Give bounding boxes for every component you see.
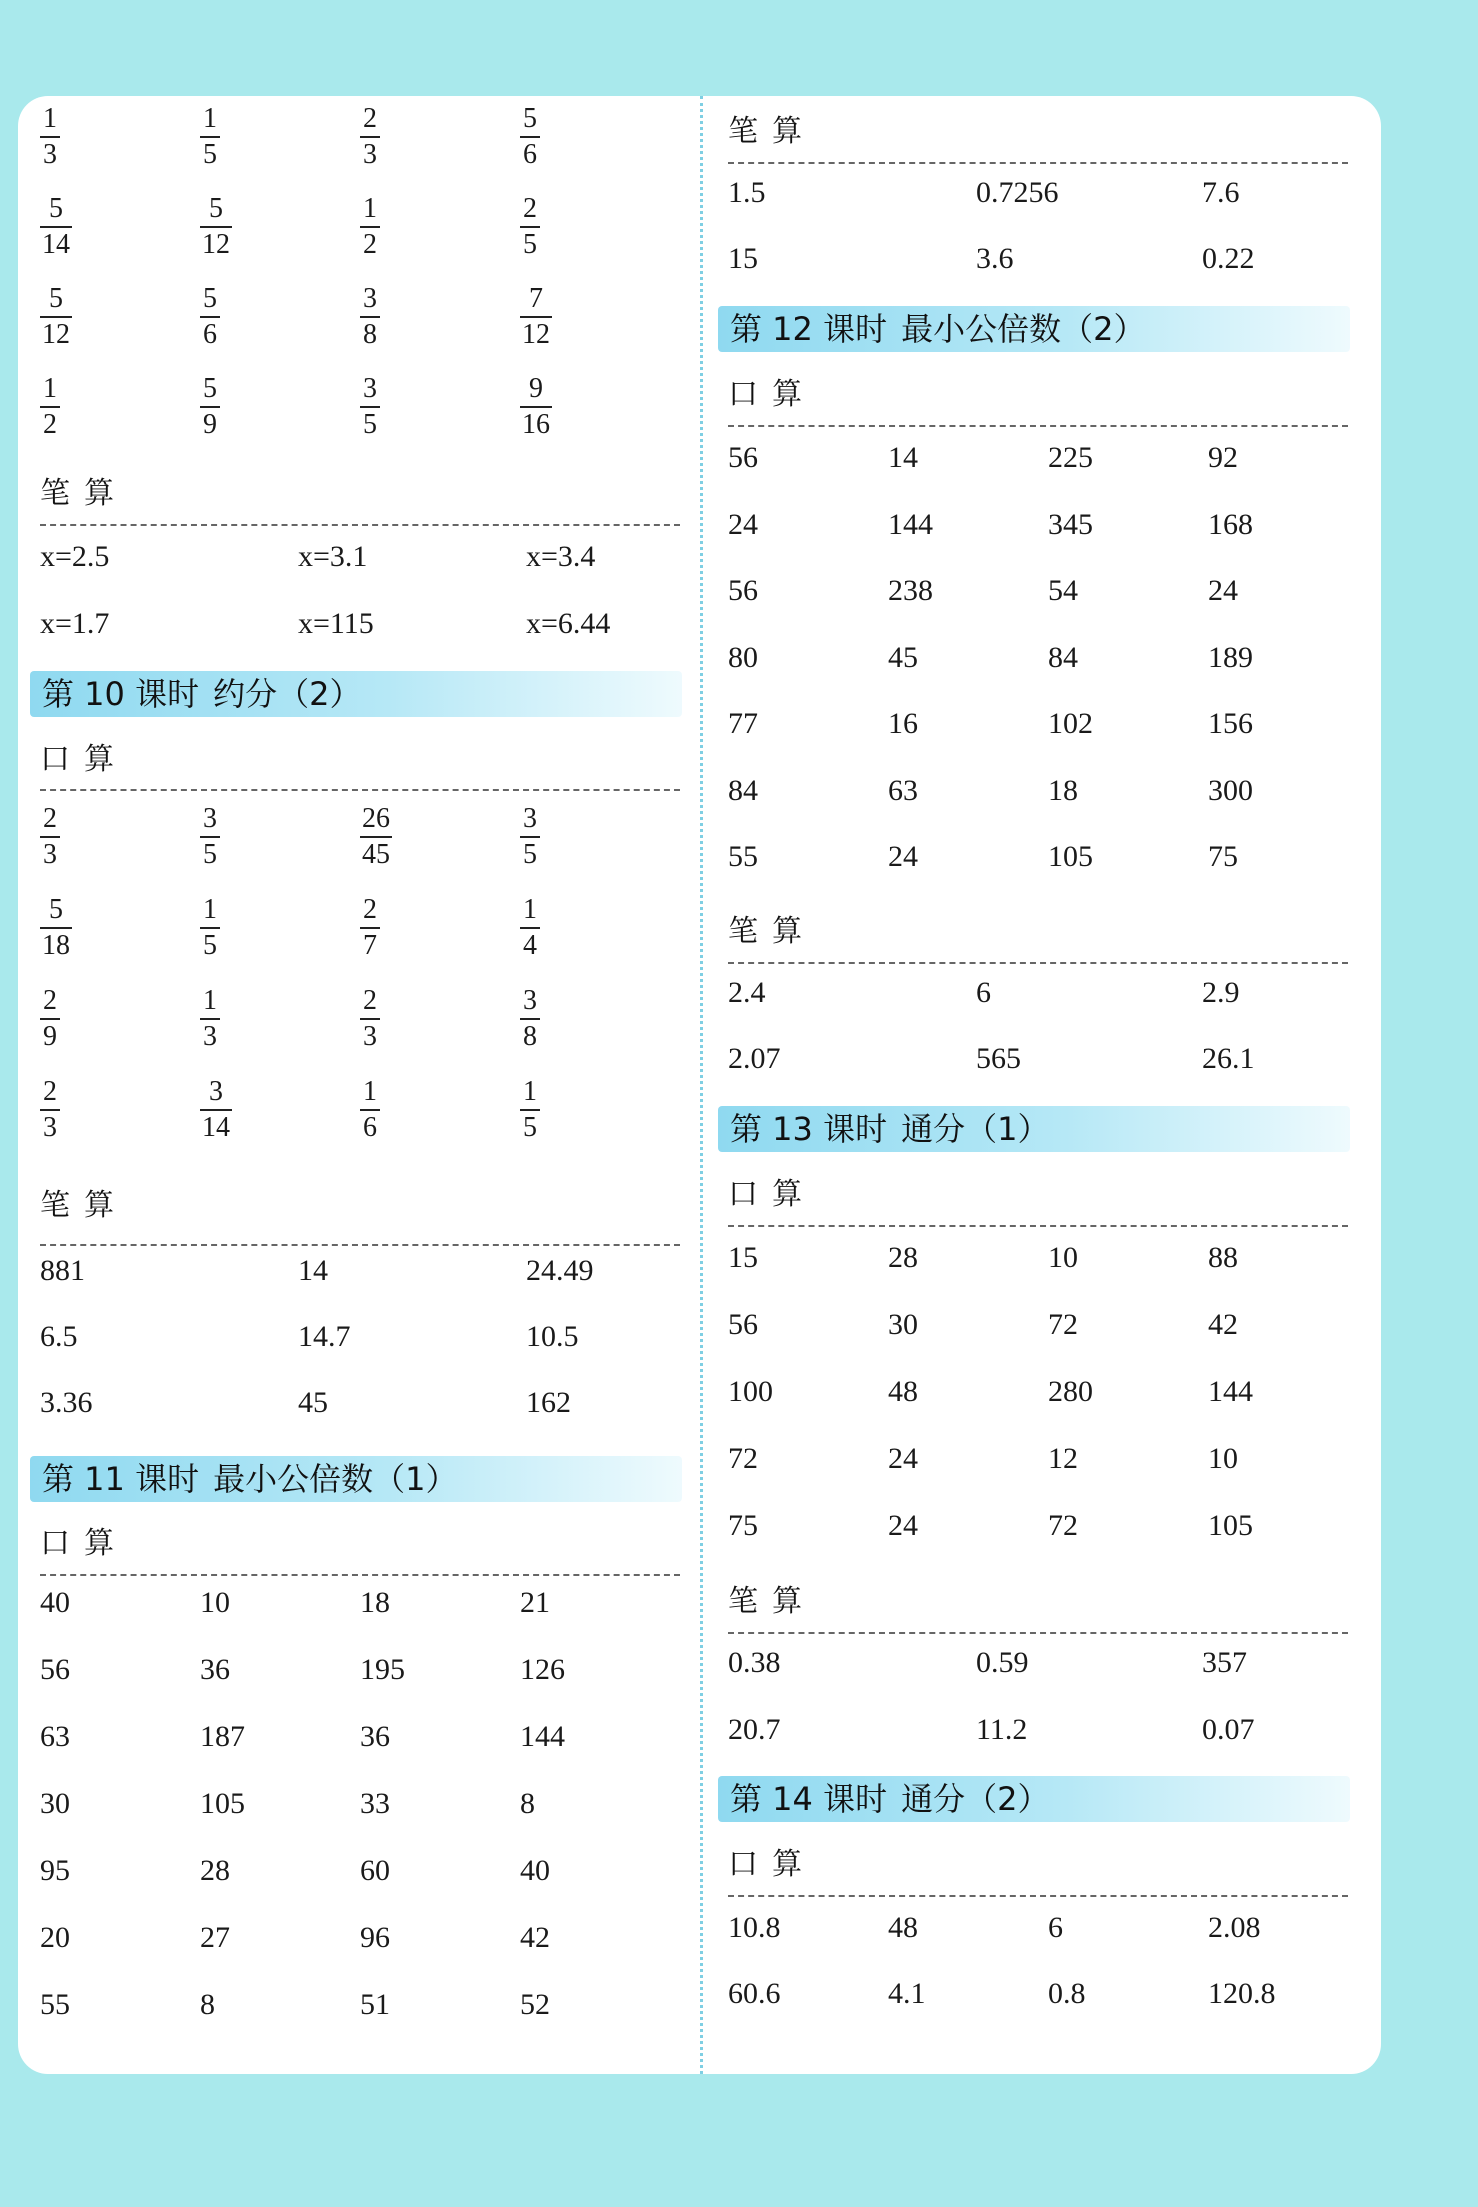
denominator: 3 [43,839,57,870]
answer-cell: 40 [520,1854,550,1887]
fraction-bar [40,836,60,838]
answer-cell: 10 [1208,1442,1238,1475]
answer-page [18,96,1381,2074]
denominator: 6 [363,1112,377,1143]
denominator: 3 [43,139,57,170]
answer-cell: x=6.44 [526,607,611,640]
answer-cell: 55 [728,840,758,873]
answer-cell: 40 [40,1586,70,1619]
answer-cell: 45 [888,640,918,674]
dashed-rule [40,1574,680,1576]
answer-cell: 1.5 [728,176,766,209]
answer-cell: 36 [200,1653,230,1686]
answer-cell: 72 [1048,1308,1078,1341]
answer-cell: 54 [1048,574,1078,607]
denominator: 7 [363,930,377,961]
denominator: 12 [42,319,70,350]
fraction [360,986,380,1052]
numerator: 3 [209,1076,223,1107]
fraction-bar [40,136,60,138]
fraction [200,895,220,961]
fraction [520,895,540,961]
numerator: 1 [203,985,217,1016]
fraction [40,104,60,170]
denominator: 4 [523,930,537,961]
answer-cell: 33 [360,1787,390,1820]
answer-cell: 28 [888,1241,918,1274]
answer-cell: 3.36 [40,1386,93,1419]
answer-cell: 2.9 [1202,976,1240,1009]
answer-cell: 105 [1048,840,1093,873]
denominator: 18 [42,930,70,961]
answer-cell: 102 [1048,707,1093,740]
answer-cell: 4.1 [888,1977,926,2010]
answer-cell: 42 [520,1921,550,1954]
fraction-bar [40,1018,60,1020]
answer-cell: 10 [1048,1241,1078,1274]
fraction [520,374,552,440]
answer-cell: 195 [360,1653,405,1686]
lesson-number: 第 12 课时 [730,310,888,348]
fraction [40,194,72,260]
answer-cell: 51 [360,1988,390,2021]
answer-cell: 0.22 [1202,242,1255,275]
dashed-rule [728,1225,1348,1227]
fraction [360,374,380,440]
lesson-number: 第 14 课时 [730,1780,888,1818]
numerator: 2 [363,985,377,1016]
lesson-12-heading [718,306,1350,352]
answer-cell: 225 [1048,441,1093,474]
denominator: 6 [203,319,217,350]
numerator: 1 [43,103,57,134]
answer-cell: 56 [728,441,758,474]
fraction-bar [360,316,380,318]
answer-cell: 30 [40,1787,70,1820]
kousuan-label: 口算 [728,1847,816,1882]
lesson-14-heading [718,1776,1350,1822]
answer-cell: 120.8 [1208,1977,1276,2010]
answer-cell: 24 [1208,574,1238,607]
fraction-bar [360,406,380,408]
numerator: 3 [363,283,377,314]
answer-cell: 162 [526,1386,571,1419]
numerator: 2 [43,985,57,1016]
fraction [40,374,60,440]
fraction-bar [520,406,552,408]
answer-cell: 0.07 [1202,1713,1255,1746]
answer-cell: 0.7256 [976,176,1059,209]
fraction-bar [200,836,220,838]
answer-cell: 18 [360,1586,390,1619]
lesson-title: 通分（2） [901,1780,1050,1818]
answer-cell: 84 [728,773,758,807]
numerator: 9 [529,373,543,404]
answer-cell: 60 [360,1854,390,1887]
answer-cell: 8 [520,1787,535,1820]
bisuan-label: 笔算 [40,476,128,511]
answer-cell: 24 [888,1442,918,1475]
answer-cell: 7.6 [1202,176,1240,209]
numerator: 3 [523,985,537,1016]
fraction-bar [520,316,552,318]
answer-cell: 3.6 [976,242,1014,275]
fraction-bar [520,226,540,228]
answer-cell: 77 [728,707,758,740]
answer-cell: x=115 [298,607,374,640]
answer-cell: 24 [888,840,918,873]
fraction-bar [520,1109,540,1111]
answer-cell: x=1.7 [40,607,110,640]
fraction-bar [40,927,72,929]
answer-cell: 8 [200,1988,215,2021]
denominator: 2 [43,409,57,440]
denominator: 5 [203,839,217,870]
numerator: 2 [523,193,537,224]
fraction-bar [40,1109,60,1111]
answer-cell: 0.8 [1048,1977,1086,2010]
answer-cell: 80 [728,640,758,674]
answer-cell: 10.5 [526,1320,579,1353]
numerator: 5 [203,283,217,314]
fraction [40,1077,60,1143]
answer-cell: 144 [520,1720,565,1753]
answer-cell: 56 [728,574,758,607]
answer-cell: 20.7 [728,1713,781,1746]
answer-cell: 6 [976,976,991,1009]
numerator: 26 [362,803,390,834]
answer-cell: 24.49 [526,1254,594,1287]
denominator: 5 [523,839,537,870]
fraction [520,194,540,260]
numerator: 1 [203,894,217,925]
answer-cell: 30 [888,1308,918,1341]
numerator: 3 [363,373,377,404]
answer-cell: 16 [888,707,918,740]
answer-cell: 15 [728,1241,758,1274]
lesson-title: 约分（2） [213,675,362,713]
answer-cell: 24 [728,507,758,541]
answer-cell: 28 [200,1854,230,1887]
dashed-rule [728,425,1348,427]
answer-cell: 345 [1048,507,1093,541]
answer-cell: 56 [728,1308,758,1341]
answer-cell: 300 [1208,773,1253,807]
answer-cell: x=3.1 [298,540,368,573]
denominator: 6 [523,139,537,170]
answer-cell: 2.4 [728,976,766,1009]
denominator: 5 [363,409,377,440]
answer-cell: 95 [40,1854,70,1887]
fraction-bar [360,136,380,138]
fraction-bar [40,406,60,408]
answer-cell: 48 [888,1375,918,1408]
denominator: 5 [203,139,217,170]
numerator: 1 [523,894,537,925]
fraction-bar [200,927,220,929]
bisuan-label: 笔算 [728,914,816,949]
lesson-13-heading [718,1106,1350,1152]
dashed-rule [40,789,680,791]
denominator: 3 [363,139,377,170]
fraction [40,284,72,350]
numerator: 1 [363,193,377,224]
denominator: 14 [42,229,70,260]
column-divider [700,96,703,2074]
fraction [40,986,60,1052]
answer-cell: 21 [520,1586,550,1619]
fraction-bar [200,1109,232,1111]
answer-cell: 45 [298,1386,328,1419]
answer-cell: 11.2 [976,1713,1028,1746]
numerator: 2 [363,103,377,134]
lesson-11-heading [30,1456,682,1502]
answer-cell: 144 [1208,1375,1253,1408]
numerator: 5 [49,894,63,925]
answer-cell: 565 [976,1042,1021,1075]
answer-cell: 56 [40,1653,70,1686]
denominator: 12 [522,319,550,350]
answer-cell: 126 [520,1653,565,1686]
lesson-title: 最小公倍数（2） [901,310,1146,348]
kousuan-label: 口算 [728,1177,816,1212]
answer-cell: 144 [888,507,933,541]
fraction-bar [520,836,540,838]
denominator: 12 [202,229,230,260]
denominator: 45 [362,839,390,870]
fraction [40,804,60,870]
numerator: 2 [43,803,57,834]
fraction [360,194,380,260]
answer-cell: x=2.5 [40,540,110,573]
fraction [520,284,552,350]
answer-cell: x=3.4 [526,540,596,573]
answer-cell: 26.1 [1202,1042,1255,1075]
fraction-bar [200,316,220,318]
fraction-bar [360,836,392,838]
fraction-bar [520,136,540,138]
numerator: 7 [529,283,543,314]
dashed-rule [40,524,680,526]
answer-cell: 52 [520,1988,550,2021]
denominator: 3 [363,1021,377,1052]
numerator: 2 [363,894,377,925]
fraction-bar [360,927,380,929]
answer-cell: 105 [200,1787,245,1820]
denominator: 8 [363,319,377,350]
dashed-rule [728,962,1348,964]
numerator: 3 [523,803,537,834]
fraction-bar [360,1109,380,1111]
fraction-bar [520,927,540,929]
fraction [360,284,380,350]
answer-cell: 0.59 [976,1646,1029,1679]
answer-cell: 55 [40,1988,70,2021]
numerator: 1 [363,1076,377,1107]
fraction [40,895,72,961]
kousuan-label: 口算 [40,742,128,777]
numerator: 5 [523,103,537,134]
answer-cell: 168 [1208,507,1253,541]
fraction [200,194,232,260]
denominator: 3 [203,1021,217,1052]
numerator: 3 [203,803,217,834]
fraction-bar [360,226,380,228]
answer-cell: 88 [1208,1241,1238,1274]
answer-cell: 6 [1048,1911,1063,1944]
answer-cell: 48 [888,1911,918,1944]
dashed-rule [728,162,1348,164]
kousuan-label: 口算 [40,1526,128,1561]
numerator: 5 [203,373,217,404]
numerator: 5 [209,193,223,224]
fraction [520,986,540,1052]
denominator: 3 [43,1112,57,1143]
answer-cell: 280 [1048,1375,1093,1408]
answer-cell: 100 [728,1375,773,1408]
answer-cell: 27 [200,1921,230,1954]
fraction [200,104,220,170]
dashed-rule [728,1895,1348,1897]
answer-cell: 156 [1208,707,1253,740]
answer-cell: 14.7 [298,1320,351,1353]
denominator: 5 [523,1112,537,1143]
answer-cell: 36 [360,1720,390,1753]
answer-cell: 63 [888,773,918,807]
fraction-bar [200,406,220,408]
dashed-rule [40,1244,680,1246]
answer-cell: 14 [888,441,918,474]
fraction [200,1077,232,1143]
numerator: 1 [43,373,57,404]
answer-cell: 75 [728,1509,758,1542]
answer-cell: 881 [40,1254,85,1287]
lesson-title: 通分（1） [901,1110,1050,1148]
fraction [200,804,220,870]
lesson-number: 第 10 课时 [42,675,200,713]
fraction [520,804,540,870]
fraction [200,284,220,350]
denominator: 8 [523,1021,537,1052]
fraction [360,1077,380,1143]
answer-cell: 72 [1048,1509,1078,1542]
answer-cell: 105 [1208,1509,1253,1542]
answer-cell: 60.6 [728,1977,781,2010]
numerator: 1 [203,103,217,134]
answer-cell: 2.08 [1208,1911,1261,1944]
answer-cell: 2.07 [728,1042,781,1075]
fraction [200,374,220,440]
denominator: 9 [43,1021,57,1052]
numerator: 1 [523,1076,537,1107]
fraction-bar [520,1018,540,1020]
answer-cell: 75 [1208,840,1238,873]
numerator: 2 [43,1076,57,1107]
answer-cell: 15 [728,242,758,275]
answer-cell: 14 [298,1254,328,1287]
numerator: 5 [49,193,63,224]
bisuan-label: 笔算 [728,1584,816,1619]
lesson-number: 第 11 课时 [42,1460,200,1498]
fraction [520,1077,540,1143]
answer-cell: 84 [1048,640,1078,674]
answer-cell: 10.8 [728,1911,781,1944]
fraction [200,986,220,1052]
answer-cell: 92 [1208,441,1238,474]
answer-cell: 6.5 [40,1320,78,1353]
denominator: 9 [203,409,217,440]
denominator: 14 [202,1112,230,1143]
answer-cell: 42 [1208,1308,1238,1341]
answer-cell: 24 [888,1509,918,1542]
answer-cell: 187 [200,1720,245,1753]
answer-cell: 63 [40,1720,70,1753]
denominator: 16 [522,409,550,440]
denominator: 2 [363,229,377,260]
bisuan-label: 笔算 [728,114,816,149]
fraction-bar [200,226,232,228]
lesson-title: 最小公倍数（1） [213,1460,458,1498]
answer-cell: 96 [360,1921,390,1954]
answer-cell: 10 [200,1586,230,1619]
answer-cell: 18 [1048,773,1078,807]
answer-cell: 189 [1208,640,1253,674]
fraction [360,104,380,170]
dashed-rule [728,1632,1348,1634]
lesson-10-heading [30,671,682,717]
answer-cell: 238 [888,574,933,607]
answer-cell: 357 [1202,1646,1247,1679]
answer-cell: 72 [728,1442,758,1475]
fraction-bar [40,316,72,318]
fraction-bar [360,1018,380,1020]
answer-cell: 12 [1048,1442,1078,1475]
answer-cell: 0.38 [728,1646,781,1679]
fraction-bar [40,226,72,228]
lesson-number: 第 13 课时 [730,1110,888,1148]
kousuan-label: 口算 [728,377,816,412]
bisuan-label: 笔算 [40,1188,128,1223]
numerator: 5 [49,283,63,314]
fraction-bar [200,136,220,138]
denominator: 5 [523,229,537,260]
fraction [520,104,540,170]
denominator: 5 [203,930,217,961]
fraction [360,804,392,870]
fraction [360,895,380,961]
answer-cell: 20 [40,1921,70,1954]
fraction-bar [200,1018,220,1020]
